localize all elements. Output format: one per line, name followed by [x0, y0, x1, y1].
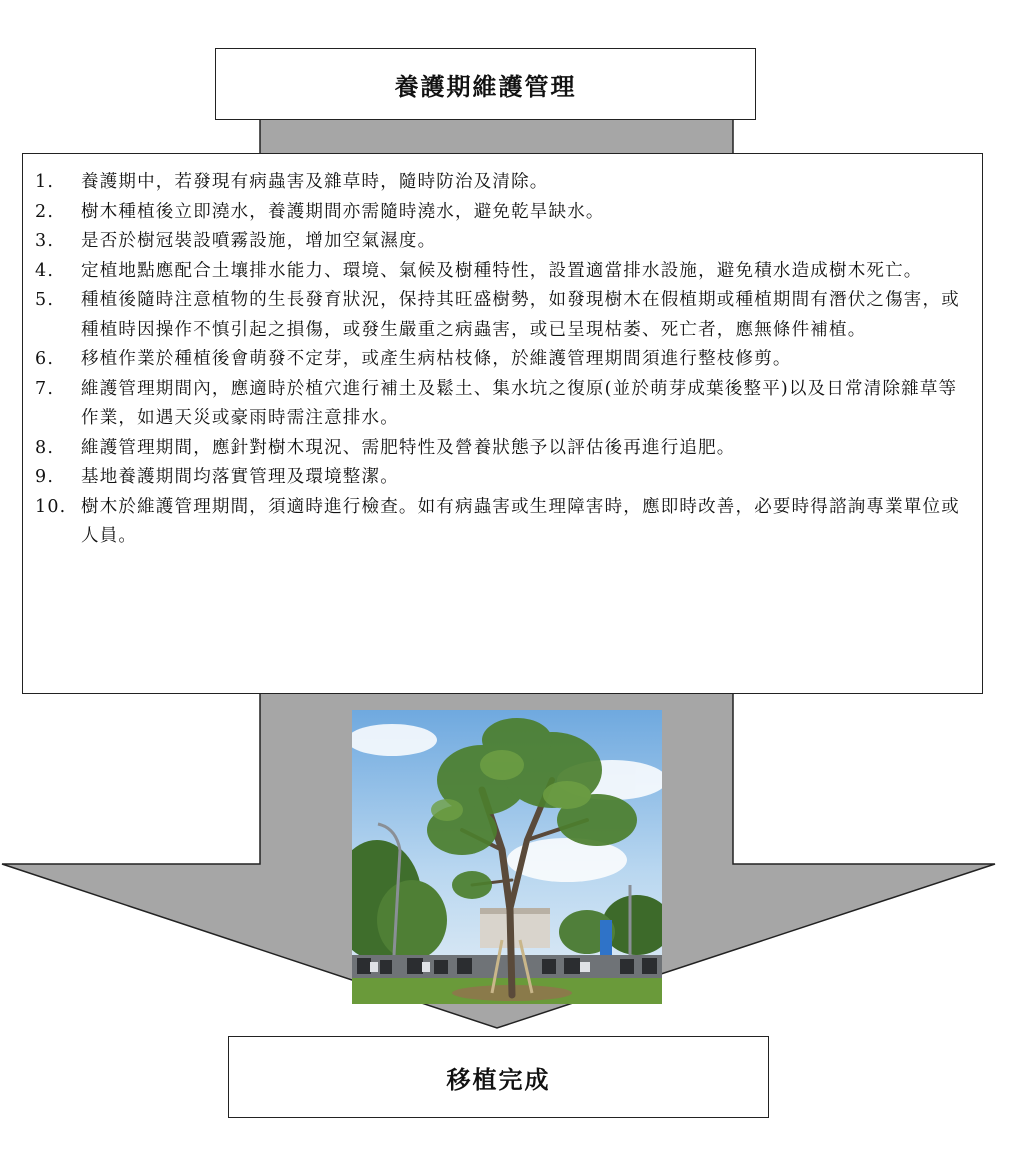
maintenance-steps-box: [22, 153, 983, 694]
step-number: 1.: [35, 172, 55, 192]
parked-scooters: [352, 955, 662, 980]
step-item: [35, 493, 966, 552]
step-number: 8.: [35, 437, 55, 458]
step-item: [35, 463, 966, 493]
step-item: [35, 434, 966, 464]
title-box: [215, 48, 756, 120]
step-item: [35, 227, 966, 257]
step-text: 移植作業於種植後會萌發不定芽，或產生病枯枝條，於維護管理期間須進行整枝修剪。: [81, 349, 792, 369]
step-text: 定植地點應配合土壤排水能力、環境、氣候及樹種特性，設置適當排水設施，避免積水造成樹木死亡。: [81, 260, 923, 281]
step-item: [35, 168, 966, 198]
step-text: 基地養護期間均落實管理及環境整潔。: [81, 467, 399, 487]
step-number: 9.: [35, 467, 55, 487]
step-item: [35, 257, 966, 287]
step-text: 維護管理期間，應針對樹木現況、需肥特性及營養狀態予以評估後再進行追肥。: [81, 437, 736, 458]
step-item: [35, 345, 966, 375]
result-box: [228, 1036, 769, 1118]
step-text: 養護期中，若發現有病蟲害及雜草時，隨時防治及清除。: [81, 172, 549, 192]
diagram-title: 養護期維護管理: [394, 71, 577, 101]
step-number: 6.: [35, 349, 55, 369]
step-number: 4.: [35, 260, 55, 281]
step-number: 7.: [35, 378, 55, 399]
step-number: 2.: [35, 201, 55, 222]
step-text: 維護管理期間內，應適時於植穴進行補土及鬆土、集水坑之復原(並於萌芽成葉後整平)以及日常清除雜草等作業，如遇天災或豪雨時需注意排水。: [81, 378, 958, 428]
step-item: [35, 198, 966, 228]
step-item: [35, 286, 966, 345]
step-text: 是否於樹冠裝設噴霧設施，增加空氣濕度。: [81, 231, 437, 251]
result-label: 移植完成: [446, 1064, 551, 1094]
step-number: 3.: [35, 231, 55, 251]
step-text: 樹木種植後立即澆水，養護期間亦需隨時澆水，避免乾旱缺水。: [81, 201, 605, 222]
transplanted-tree-photo: [352, 710, 662, 1004]
maintenance-steps-list: [35, 168, 966, 552]
step-text: 樹木於維護管理期間，須適時進行檢查。如有病蟲害或生理障害時，應即時改善，必要時得諮詢專業單位或人員。: [81, 496, 960, 546]
tree-photo-illustration: [352, 710, 662, 1004]
step-number: 5.: [35, 290, 55, 310]
step-text: 種植後隨時注意植物的生長發育狀況，保持其旺盛樹勢，如發現樹木在假植期或種植期間有潛伏之傷害，或種植時因操作不慎引起之損傷，或發生嚴重之病蟲害，或已呈現枯萎、死亡者，應無條件補植。: [81, 290, 960, 340]
step-item: [35, 375, 966, 434]
step-number: 10.: [35, 496, 67, 517]
